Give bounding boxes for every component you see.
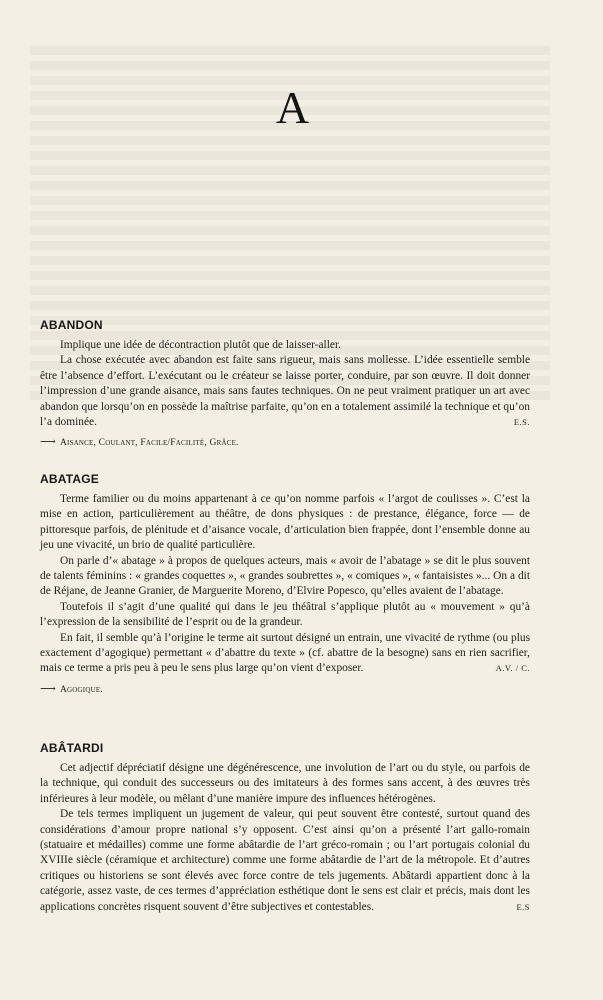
arrow-right-icon: ⟶ — [40, 682, 56, 695]
entry-abatage — [40, 472, 530, 697]
see-also-text[interactable]: Agogique. — [59, 684, 103, 695]
entry-abatardi — [40, 741, 530, 915]
headword: ABÂTARDI — [40, 741, 104, 755]
paragraph: Terme familier ou du moins appartenant à ce qu’on nomme parfois « l’argot de coulisses ». C’est la mise en action, particulièrement au théâtre, de dons physiques : de prestance, élégance, force — de pittoresque parfois, de plénitude et d’aisance vocale, d’articulation bien frappée, dont l’ensemble donne au jeu une vivacité, un brio de qualité particulière. — [40, 493, 530, 552]
see-also — [40, 682, 530, 697]
paragraph-text: La chose exécutée avec abandon est faite sans rigueur, mais sans mollesse. L’idée essentielle semble être l’absence d’effort. L’exécutant ou le créateur se laisse porter, conduire, par son œuvre. Il doit donner l’impression d’une grande aisance, mais sans fautes techniques. On ne peut vraiment pratiquer un art avec abandon que lorsqu’on en possède la maîtrise parfaite, qu’on en a totalement assimilé la technique et qu’on l’a dominée. — [40, 354, 530, 429]
paragraph — [40, 353, 530, 430]
author-signature: A.V. / C. — [495, 663, 530, 674]
arrow-right-icon: ⟶ — [40, 436, 56, 449]
see-also-text[interactable]: Aisance, Coulant, Facile/Facilité, Grâce. — [59, 438, 239, 449]
headword: ABATAGE — [40, 472, 99, 486]
section-letter: A — [275, 82, 310, 133]
paragraph: Cet adjectif dépréciatif désigne une dégénérescence, une involution de l’art ou du style, ou parfois de la technique, qui conduit des successeurs ou des imitateurs à des formes sans accent, à des œuvres très inférieures à leur modèle, ou mêlant d’une manière impure des influences hétérogènes. — [40, 762, 530, 805]
paragraph-text: De tels termes impliquent un jugement de valeur, qui peut souvent être contesté, surtout quand des considérations d’amour propre national s’y opposent. C’est ainsi qu’on a présenté l’art gallo-romain (statuaire et médailles) comme une forme abâtardie de l’art gréco-romain ; ou l’art portugais colonial du XVIIIe siècle (céramique et architecture) comme une forme abâtardie de l’art de la métropole. Et d’autres critiques ou historiens se sont élevés avec force contre de tels jugements. Abâtardi appartient donc à la catégorie, assez vaste, de ces termes d’appréciation esthétique dont le sens est clair et précis, mais dont les applications concrètes risquent souvent d’être subjectives et contestables. — [40, 808, 530, 913]
paragraph: Toutefois il s’agit d’une qualité qui dans le jeu théâtral s’applique plutôt au « mouvement » qu’à l’expression de la sensibilité de l’esprit ou de la grandeur. — [40, 600, 530, 629]
author-signature: E.S. — [513, 417, 530, 428]
paragraph: Implique une idée de décontraction plutôt que de laisser-aller. — [60, 339, 341, 351]
paragraph — [40, 807, 530, 915]
headword: ABANDON — [40, 318, 103, 332]
paragraph: On parle d’« abatage » à propos de quelques acteurs, mais « avoir de l’abatage » se dit le plus souvent de talents féminins : « grandes coquettes », « grandes soubrettes », « comiques », « fantaisistes »... On a dit de Réjane, de Jeanne Granier, de Marguerite Moreno, d’Elvire Popesco, qu’elles avaient de l’abatage. — [40, 554, 530, 598]
paragraph-text: En fait, il semble qu’à l’origine le terme ait surtout désigné un entrain, une vivacité de rythme (ou plus exactement d’agogique) permettant « d’abattre du texte » (cf. abattre de la besogne) sans en rien sacrifier, mais ce terme a pris peu à peu le sens plus large qu’on vient d’exposer. — [40, 631, 530, 675]
author-signature: E.S — [516, 901, 530, 912]
paragraph — [40, 631, 530, 677]
see-also — [40, 435, 530, 450]
entry-abandon — [40, 318, 530, 450]
